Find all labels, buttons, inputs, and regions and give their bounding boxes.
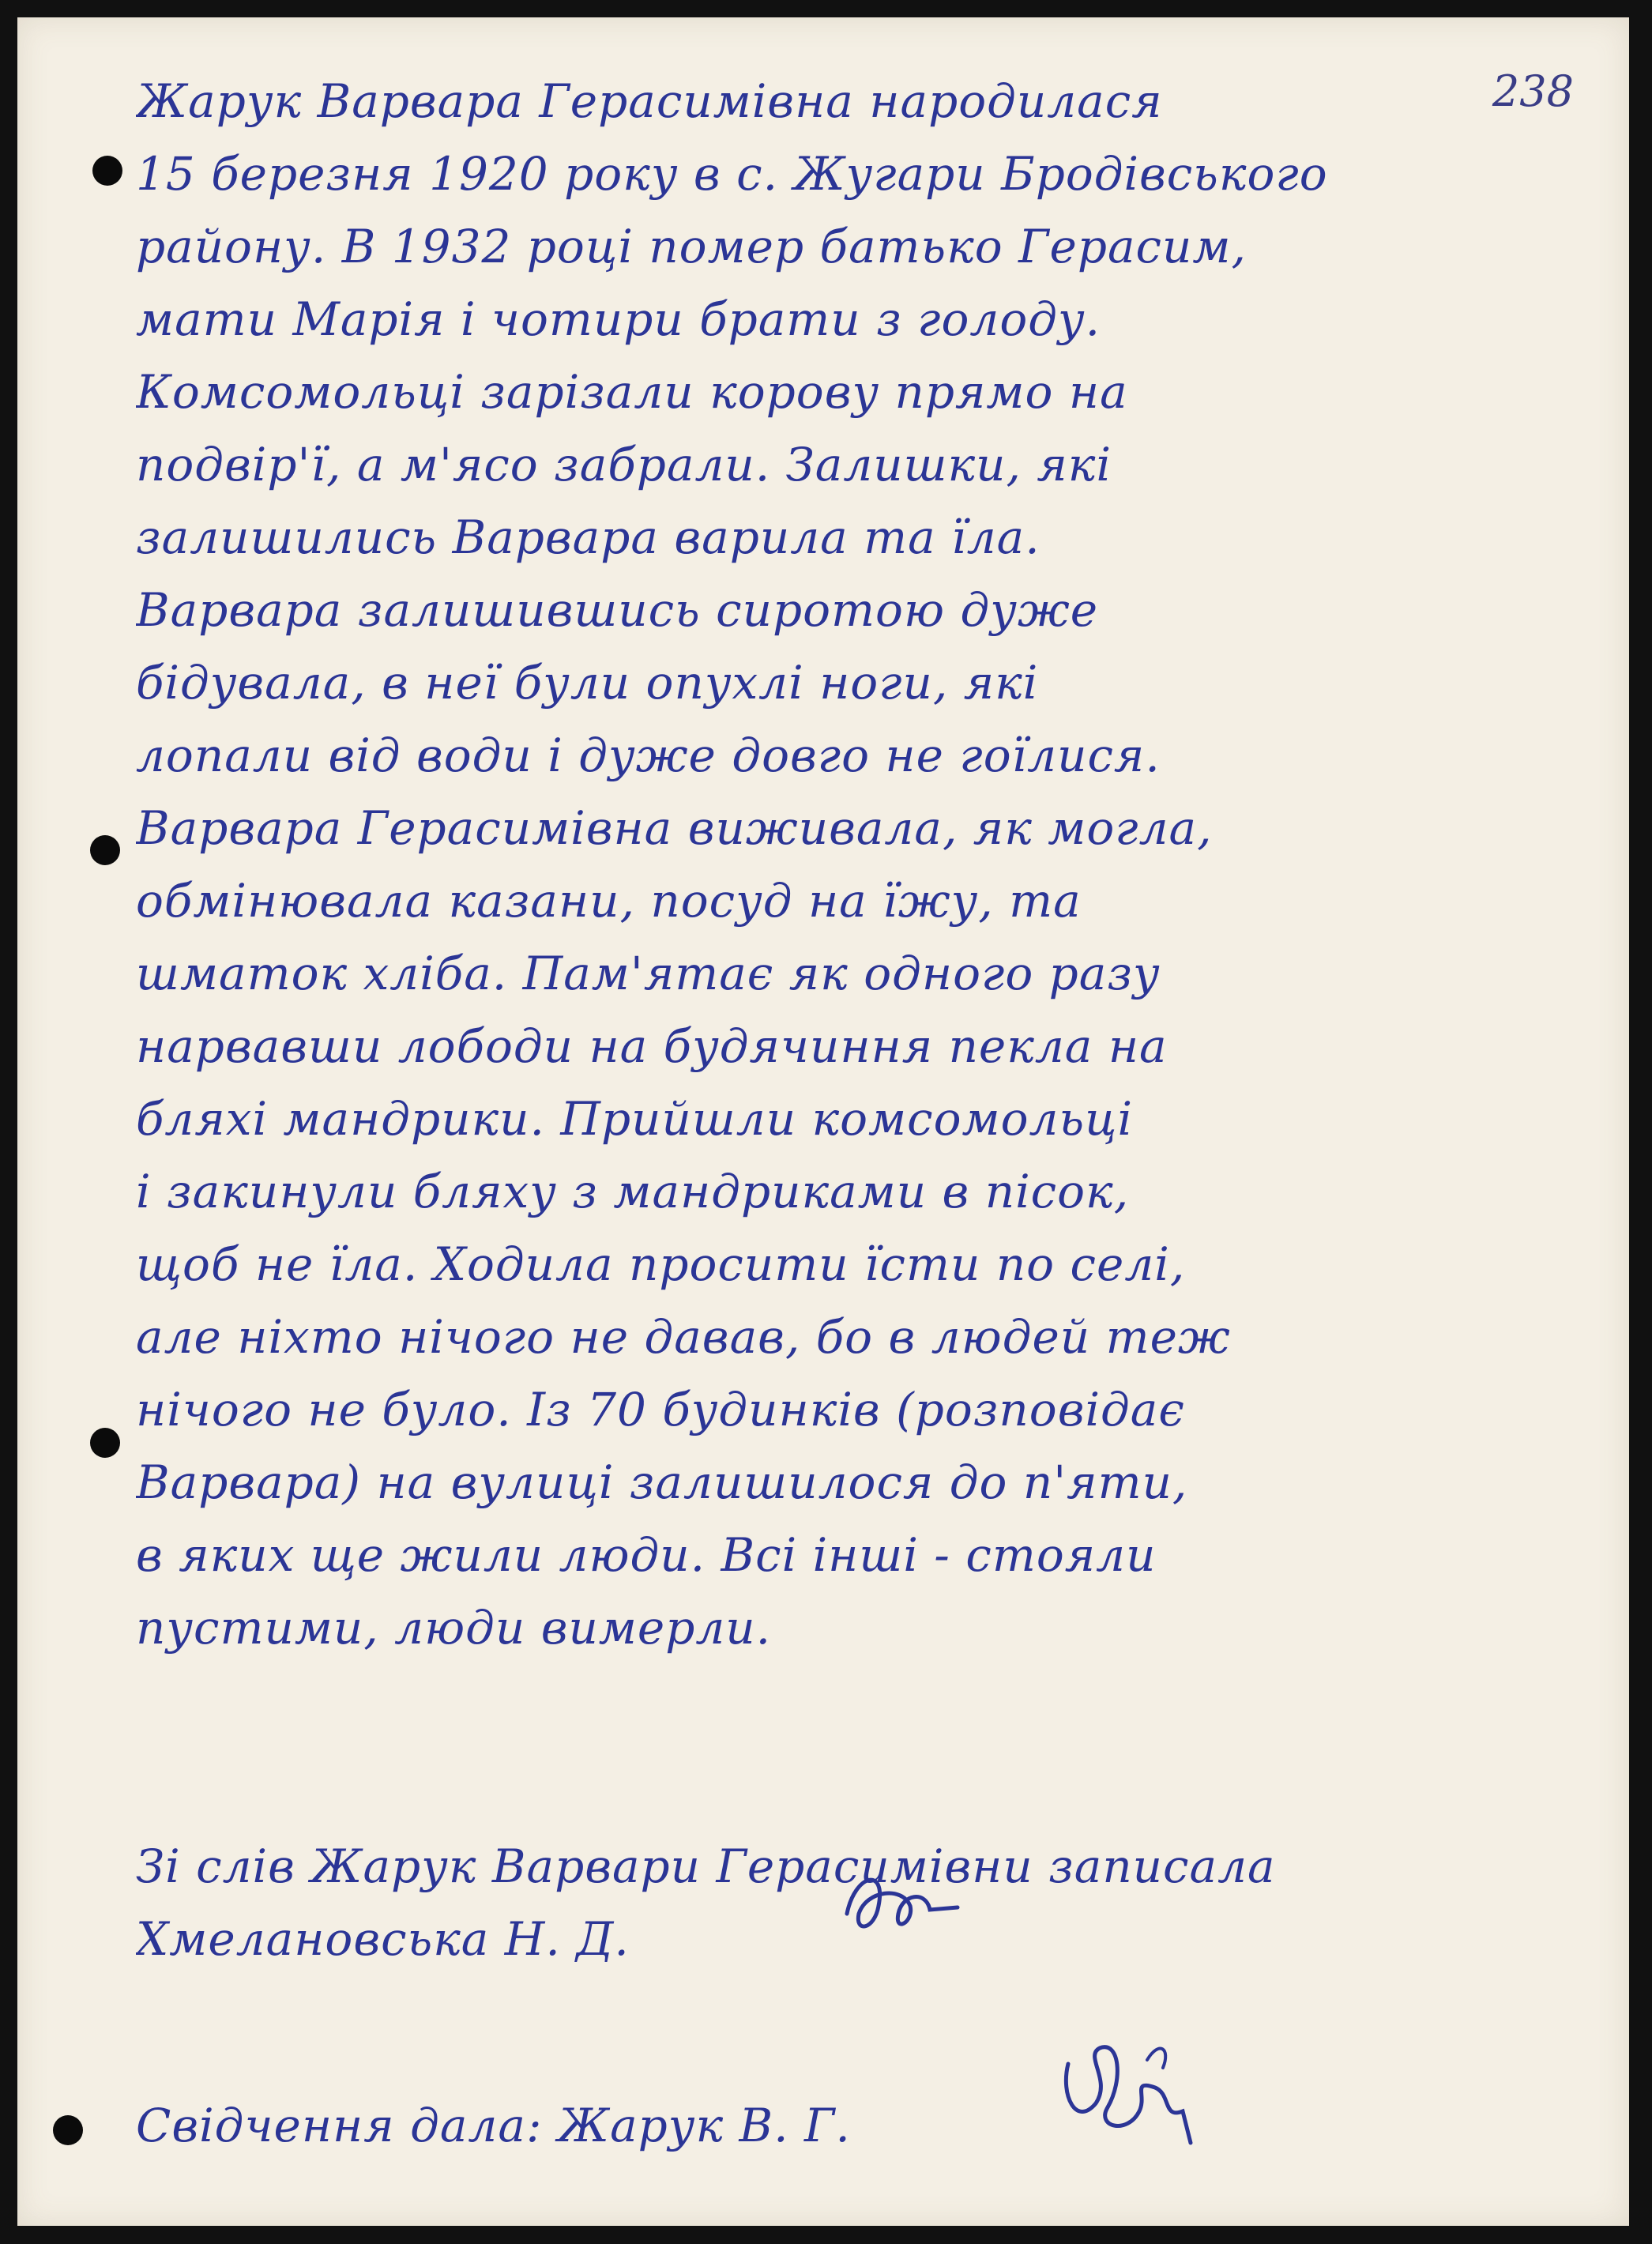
recorder-signature [831,1858,1021,1953]
body-line: Варвара залишившись сиротою дуже [136,583,1099,637]
body-line: залишились Варвара варила та їла. [136,510,1040,564]
binder-hole-3 [90,1428,120,1458]
body-line: бідувала, в неї були опухлі ноги, які [136,656,1039,710]
body-line: лопали від води і дуже довго не гоїлися. [136,729,1161,782]
witness-signature [1052,2032,1226,2167]
body-line: бляхі мандрики. Прийшли комсомольці [136,1092,1134,1146]
body-line: Комсомольці зарізали корову прямо на [136,365,1128,419]
body-line: подвір'ї, а м'ясо забрали. Залишки, які [136,438,1112,491]
document-page [17,17,1629,2226]
body-line: нічого не було. Із 70 будинків (розповідає [136,1383,1185,1436]
body-line: обмінювала казани, посуд на їжу, та [136,874,1082,928]
body-line: шматок хліба. Пам'ятає як одного разу [136,947,1161,1000]
recorded-by-line-2: Хмелановська Н. Д. [136,1912,630,1966]
body-line: Жарук Варвара Герасимівна народилася [136,74,1163,128]
handwritten-text [136,65,1574,2173]
page-number: 238 [1492,66,1574,116]
body-line: але ніхто нічого не давав, бо в людей теж [136,1310,1231,1364]
binder-hole-1 [92,156,122,186]
binder-hole-4 [53,2115,83,2145]
body-line: Варвара Герасимівна виживала, як могла, [136,801,1213,855]
binder-hole-2 [90,835,120,865]
body-line: і закинули бляху з мандриками в пісок, [136,1165,1130,1218]
body-line: Варвара) на вулиці залишилося до п'яти, [136,1455,1188,1509]
testimony-given-line: Свідчення дала: Жарук В. Г. [136,2099,851,2152]
recorded-by-line-1: Зі слів Жарук Варвари Герасимівни записала [136,1839,1276,1893]
testimony-body [136,65,1574,1664]
body-line: пустими, люди вимерли. [136,1601,772,1655]
body-line: нарвавши лободи на будячиння пекла на [136,1019,1168,1073]
body-line: мати Марія і чотири брати з голоду. [136,292,1101,346]
body-line: району. В 1932 році помер батько Герасим, [136,220,1247,273]
body-line: 15 березня 1920 року в с. Жугари Бродівського [136,147,1328,201]
body-line: щоб не їла. Ходила просити їсти по селі, [136,1237,1186,1291]
body-line: в яких ще жили люди. Всі інші - стояли [136,1528,1157,1582]
